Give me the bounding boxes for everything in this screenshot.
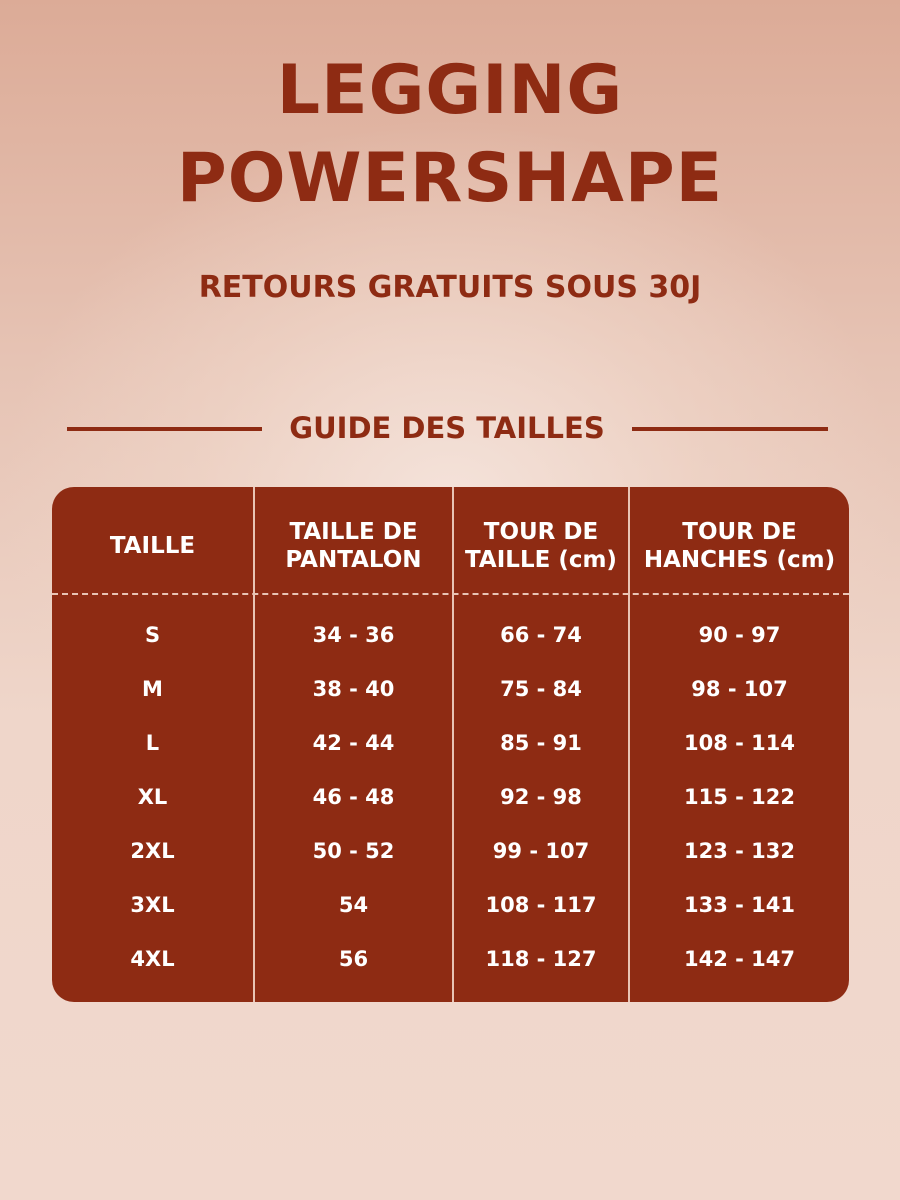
cell-waist: 108 - 117 — [485, 893, 597, 917]
cell-waist: 75 - 84 — [500, 677, 582, 701]
cell-hips: 90 - 97 — [698, 623, 781, 647]
cell-hips: 123 - 132 — [683, 839, 795, 863]
header-waist: TOUR DE TAILLE (cm) — [465, 519, 617, 573]
header-pant-size: TAILLE DE PANTALON — [285, 519, 422, 573]
table-row — [52, 932, 849, 986]
table-row — [52, 608, 849, 662]
cell-waist: 92 - 98 — [500, 785, 582, 809]
cell-pant-size: 38 - 40 — [312, 677, 395, 701]
cell-hips: 133 - 141 — [683, 893, 795, 917]
cell-size: XL — [137, 785, 168, 809]
free-returns-subtitle: RETOURS GRATUITS SOUS 30J — [198, 270, 702, 305]
cell-waist: 85 - 91 — [500, 731, 582, 755]
cell-size: M — [142, 677, 163, 701]
cell-pant-size: 46 - 48 — [312, 785, 395, 809]
cell-pant-size: 34 - 36 — [312, 623, 395, 647]
cell-waist: 66 - 74 — [500, 623, 582, 647]
cell-hips: 98 - 107 — [691, 677, 788, 701]
size-guide-heading: GUIDE DES TAILLES — [289, 411, 605, 445]
cell-size: 3XL — [130, 893, 175, 917]
cell-hips: 108 - 114 — [683, 731, 795, 755]
table-row — [52, 824, 849, 878]
table-row — [52, 662, 849, 716]
cell-hips: 142 - 147 — [683, 947, 795, 971]
cell-pant-size: 50 - 52 — [312, 839, 395, 863]
cell-waist: 99 - 107 — [492, 839, 590, 863]
table-row — [52, 770, 849, 824]
table-header-row — [52, 487, 849, 593]
cell-pant-size: 54 — [338, 893, 369, 917]
header-size: TAILLE — [109, 533, 196, 559]
cell-size: 4XL — [130, 947, 175, 971]
cell-pant-size: 56 — [338, 947, 369, 971]
heading-rule-right — [632, 427, 828, 431]
page-title-line-1: LEGGING — [276, 51, 624, 130]
table-row — [52, 878, 849, 932]
cell-waist: 118 - 127 — [485, 947, 597, 971]
table-row — [52, 716, 849, 770]
cell-size: 2XL — [130, 839, 175, 863]
cell-pant-size: 42 - 44 — [312, 731, 395, 755]
heading-rule-left — [67, 427, 262, 431]
header-hips: TOUR DE HANCHES (cm) — [643, 519, 836, 573]
cell-size: L — [145, 731, 160, 755]
section-heading-row — [0, 408, 900, 448]
cell-size: S — [144, 623, 161, 647]
cell-hips: 115 - 122 — [683, 785, 795, 809]
page-title-line-2: POWERSHAPE — [176, 139, 724, 218]
size-guide-table — [52, 487, 849, 1002]
